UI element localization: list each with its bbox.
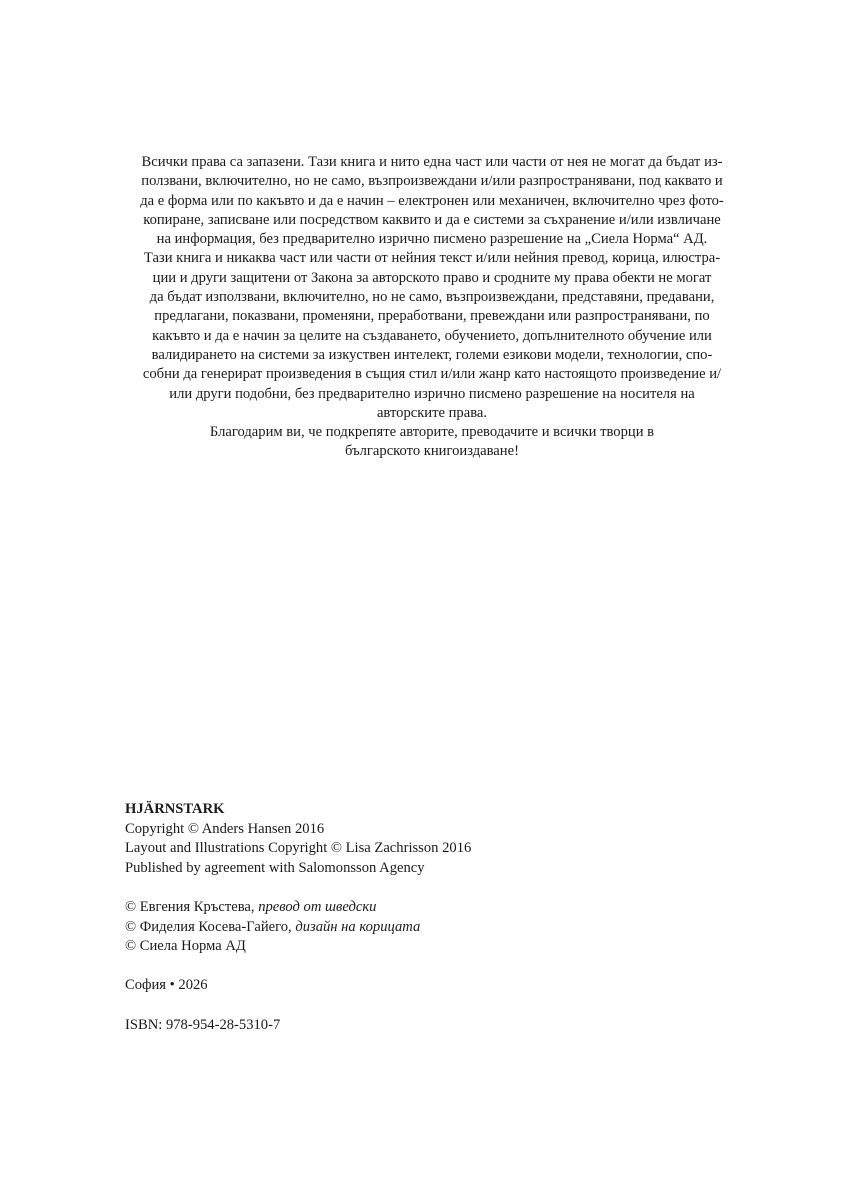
rights-line: собни да генерират произведения в същия стил и/или жанр като настоящото произведение и/ [142, 366, 722, 383]
rights-line: валидирането на системи за изкуствен интелект, големи езикови модели, технологии, спо- [151, 346, 713, 363]
translator-credit [125, 898, 725, 918]
rights-line: да е форма или по какъвто и да е начин – електронен или механичен, включително чрез фото- [140, 192, 724, 209]
rights-line: да бъдат използвани, включително, но не само, възпроизвеждани, представяни, предавани, [149, 289, 715, 306]
thanks-line: Благодарим ви, че подкрепяте авторите, преводачите и всички творци в [209, 424, 655, 441]
rights-line: ции и други защитени от Закона за авторското право и сродните му права обекти не могат [152, 269, 712, 286]
rights-line: ползвани, включително, но не само, възпроизвеждани и/или разпространявани, под каквато и [141, 173, 723, 190]
spacer [125, 878, 725, 898]
isbn: ISBN: 978-954-28-5310-7 [125, 1016, 281, 1033]
rights-line: на информация, без предварително изрично писмено разрешение на „Сиела Норма“ АД. [156, 231, 708, 248]
credits-block [125, 800, 725, 1035]
translator-role: превод от шведски [258, 898, 377, 915]
copyright-author: Copyright © Anders Hansen 2016 [125, 820, 325, 837]
publisher-credit: © Сиела Норма АД [125, 938, 246, 955]
rights-line: предлагани, показвани, променяни, преработвани, превеждани или разпространявани, по [154, 308, 710, 325]
rights-line: копиране, записване или посредством каквито и да е системи за съхранение и/или извличане [143, 211, 721, 228]
agreement-note: Published by agreement with Salomonsson Agency [125, 859, 425, 876]
rights-line: или други подобни, без предварително изрично писмено разрешение на носителя на [169, 385, 695, 402]
spacer [125, 957, 725, 977]
translator-name: © Евгения Кръстева, [125, 898, 259, 915]
designer-name: © Фиделия Косева-Гайего, [125, 918, 296, 935]
thanks-line: българското книгоиздаване! [345, 443, 519, 460]
rights-line: какъвто и да е начин за целите на създаването, обучението, допълнителното обучение или [152, 327, 712, 344]
spacer [125, 996, 725, 1016]
rights-line: Всички права са запазени. Тази книга и нито една част или части от нея не могат да бъдат из- [141, 154, 723, 170]
original-title: HJÄRNSTARK [125, 801, 225, 817]
rights-line: Тази книга и никаква част или части от нейния текст и/или нейния превод, корица, илюстра- [143, 250, 721, 267]
designer-credit [125, 918, 725, 938]
designer-role: дизайн на корицата [295, 918, 421, 935]
copyright-illustrations: Layout and Illustrations Copyright © Lisa Zachrisson 2016 [125, 840, 472, 857]
rights-notice [118, 153, 746, 462]
rights-line: авторските права. [376, 404, 488, 421]
place-year: София • 2026 [125, 977, 208, 994]
